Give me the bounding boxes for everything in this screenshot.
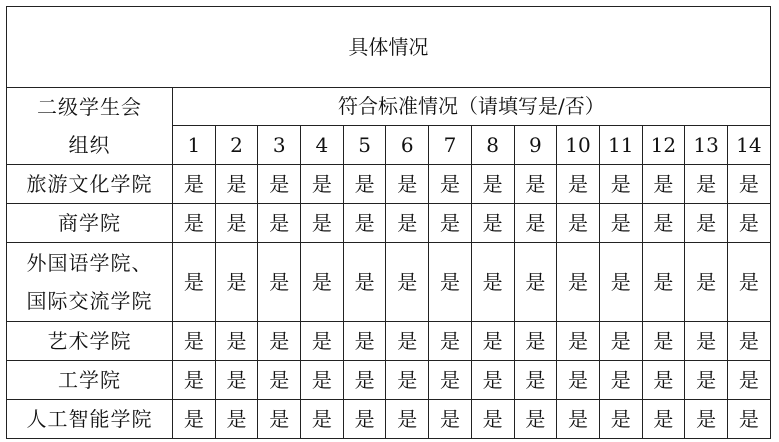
criteria-value-cell: 是 xyxy=(258,400,301,439)
criteria-value-cell: 是 xyxy=(429,243,472,322)
table-row xyxy=(7,243,771,322)
criteria-value-cell: 是 xyxy=(557,243,600,322)
criteria-value-cell: 是 xyxy=(258,165,301,204)
org-column-header xyxy=(7,88,173,165)
criteria-value-cell: 是 xyxy=(429,400,472,439)
criteria-value-cell: 是 xyxy=(599,243,642,322)
criteria-value-cell: 是 xyxy=(557,361,600,400)
criteria-value-cell: 是 xyxy=(386,243,429,322)
criteria-value-cell: 是 xyxy=(514,204,557,243)
criteria-value-cell: 是 xyxy=(599,322,642,361)
column-number-6: 6 xyxy=(386,125,429,164)
criteria-value-cell: 是 xyxy=(727,204,770,243)
header-row xyxy=(7,88,771,126)
criteria-table-container xyxy=(6,6,771,439)
org-name: 工学院 xyxy=(58,368,121,392)
table-row xyxy=(7,322,771,361)
column-number-7: 7 xyxy=(429,125,472,164)
column-number-8: 8 xyxy=(471,125,514,164)
criteria-value-cell: 是 xyxy=(215,165,258,204)
criteria-value-cell: 是 xyxy=(301,322,344,361)
criteria-value-cell: 是 xyxy=(343,204,386,243)
criteria-value-cell: 是 xyxy=(599,400,642,439)
criteria-value-cell: 是 xyxy=(173,400,216,439)
column-number-10: 10 xyxy=(557,125,600,164)
criteria-value-cell: 是 xyxy=(258,322,301,361)
criteria-value-cell: 是 xyxy=(557,322,600,361)
org-name: 外国语学院、 xyxy=(26,251,153,275)
title-row xyxy=(7,7,771,88)
criteria-value-cell: 是 xyxy=(727,165,770,204)
criteria-value-cell: 是 xyxy=(215,361,258,400)
criteria-value-cell: 是 xyxy=(343,361,386,400)
org-name: 国际交流学院 xyxy=(26,289,153,313)
criteria-value-cell: 是 xyxy=(727,361,770,400)
column-number-13: 13 xyxy=(685,125,728,164)
criteria-value-cell: 是 xyxy=(386,361,429,400)
criteria-value-cell: 是 xyxy=(514,243,557,322)
criteria-value-cell: 是 xyxy=(471,322,514,361)
criteria-value-cell: 是 xyxy=(685,322,728,361)
criteria-value-cell: 是 xyxy=(471,361,514,400)
org-name: 旅游文化学院 xyxy=(26,172,153,196)
criteria-value-cell: 是 xyxy=(557,400,600,439)
criteria-value-cell: 是 xyxy=(301,165,344,204)
criteria-value-cell: 是 xyxy=(685,400,728,439)
column-number-12: 12 xyxy=(642,125,685,164)
criteria-value-cell: 是 xyxy=(301,204,344,243)
criteria-value-cell: 是 xyxy=(727,243,770,322)
criteria-value-cell: 是 xyxy=(343,400,386,439)
criteria-header: 符合标准情况（请填写是/否） xyxy=(173,88,771,126)
criteria-value-cell: 是 xyxy=(258,204,301,243)
column-number-3: 3 xyxy=(258,125,301,164)
criteria-value-cell: 是 xyxy=(258,361,301,400)
criteria-value-cell: 是 xyxy=(514,400,557,439)
criteria-value-cell: 是 xyxy=(599,361,642,400)
criteria-value-cell: 是 xyxy=(301,400,344,439)
column-number-1: 1 xyxy=(173,125,216,164)
column-number-2: 2 xyxy=(215,125,258,164)
criteria-value-cell: 是 xyxy=(215,400,258,439)
org-name-cell xyxy=(7,204,173,243)
criteria-value-cell: 是 xyxy=(471,400,514,439)
column-number-9: 9 xyxy=(514,125,557,164)
criteria-value-cell: 是 xyxy=(599,204,642,243)
criteria-table xyxy=(6,6,771,439)
org-name-cell xyxy=(7,361,173,400)
criteria-value-cell: 是 xyxy=(173,243,216,322)
criteria-value-cell: 是 xyxy=(429,204,472,243)
criteria-value-cell: 是 xyxy=(429,322,472,361)
criteria-value-cell: 是 xyxy=(642,165,685,204)
criteria-value-cell: 是 xyxy=(642,322,685,361)
column-number-4: 4 xyxy=(301,125,344,164)
org-name: 商学院 xyxy=(58,211,121,235)
criteria-value-cell: 是 xyxy=(599,165,642,204)
org-name: 人工智能学院 xyxy=(26,407,153,431)
org-name-cell xyxy=(7,165,173,204)
column-number-11: 11 xyxy=(599,125,642,164)
criteria-value-cell: 是 xyxy=(557,165,600,204)
criteria-value-cell: 是 xyxy=(471,204,514,243)
table-row xyxy=(7,400,771,439)
criteria-value-cell: 是 xyxy=(215,322,258,361)
criteria-value-cell: 是 xyxy=(685,204,728,243)
criteria-value-cell: 是 xyxy=(727,322,770,361)
criteria-value-cell: 是 xyxy=(429,361,472,400)
criteria-value-cell: 是 xyxy=(173,204,216,243)
criteria-value-cell: 是 xyxy=(685,165,728,204)
criteria-value-cell: 是 xyxy=(173,322,216,361)
criteria-value-cell: 是 xyxy=(642,400,685,439)
criteria-value-cell: 是 xyxy=(642,361,685,400)
criteria-value-cell: 是 xyxy=(514,361,557,400)
criteria-value-cell: 是 xyxy=(514,322,557,361)
criteria-value-cell: 是 xyxy=(386,165,429,204)
criteria-value-cell: 是 xyxy=(471,165,514,204)
table-row xyxy=(7,361,771,400)
criteria-value-cell: 是 xyxy=(386,322,429,361)
org-name-cell xyxy=(7,243,173,322)
table-row xyxy=(7,204,771,243)
criteria-value-cell: 是 xyxy=(173,165,216,204)
org-name: 艺术学院 xyxy=(47,329,132,353)
table-row xyxy=(7,165,771,204)
criteria-value-cell: 是 xyxy=(343,322,386,361)
org-header-line-1: 二级学生会 xyxy=(37,95,142,119)
criteria-value-cell: 是 xyxy=(386,204,429,243)
column-number-5: 5 xyxy=(343,125,386,164)
org-name-cell xyxy=(7,400,173,439)
criteria-value-cell: 是 xyxy=(301,243,344,322)
table-title: 具体情况 xyxy=(7,7,771,88)
criteria-value-cell: 是 xyxy=(386,400,429,439)
criteria-value-cell: 是 xyxy=(514,165,557,204)
criteria-value-cell: 是 xyxy=(343,243,386,322)
criteria-value-cell: 是 xyxy=(301,361,344,400)
criteria-value-cell: 是 xyxy=(685,243,728,322)
criteria-value-cell: 是 xyxy=(215,243,258,322)
criteria-value-cell: 是 xyxy=(642,204,685,243)
criteria-value-cell: 是 xyxy=(557,204,600,243)
criteria-value-cell: 是 xyxy=(258,243,301,322)
criteria-value-cell: 是 xyxy=(215,204,258,243)
criteria-value-cell: 是 xyxy=(471,243,514,322)
criteria-value-cell: 是 xyxy=(727,400,770,439)
criteria-value-cell: 是 xyxy=(642,243,685,322)
criteria-value-cell: 是 xyxy=(173,361,216,400)
column-number-14: 14 xyxy=(727,125,770,164)
criteria-value-cell: 是 xyxy=(343,165,386,204)
org-header-line-2: 组织 xyxy=(68,133,111,157)
criteria-value-cell: 是 xyxy=(429,165,472,204)
criteria-value-cell: 是 xyxy=(685,361,728,400)
org-name-cell xyxy=(7,322,173,361)
